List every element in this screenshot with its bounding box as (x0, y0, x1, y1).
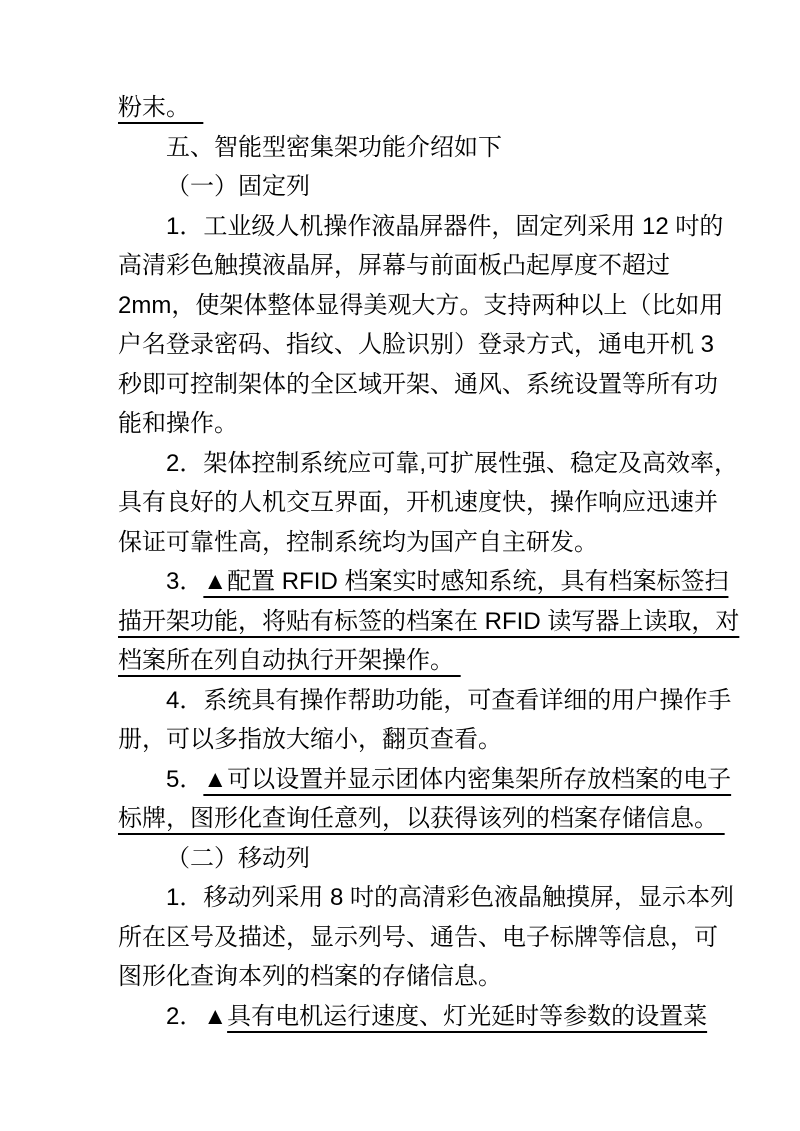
text-line (118, 562, 729, 602)
text-line (118, 365, 718, 405)
body-text: 2．架体控制系统应可靠,可扩展性强、稳定及高效率， (166, 449, 739, 477)
underlined-text: ▲配置 RFID 档案实时感知系统，具有档案标签扫 (203, 568, 729, 595)
body-text: 户名登录密码、指纹、人脸识别）登录方式，通电开机 3 (118, 331, 715, 358)
section-heading (118, 128, 690, 168)
underlined-text: ▲可以设置并显示团体内密集架所存放档案的电子 (203, 765, 732, 793)
text-line (118, 957, 690, 997)
body-text: 1．移动列采用 8 吋的高清彩色液晶触摸屏，显示本列 (166, 884, 735, 911)
heading-text: （二）移动列 (166, 844, 310, 872)
underlined-text: 粉末。 (118, 94, 204, 121)
body-text: 2mm，使架体整体显得美观大方。支持两种以上（比如用 (118, 291, 724, 319)
body-text: 册，可以多指放大缩小，翻页查看。 (118, 726, 502, 753)
underlined-text: 标牌，图形化查询任意列，以获得该列的档案存储信息。 (118, 805, 725, 832)
body-text: 高清彩色触摸液晶屏，屏幕与前面板凸起厚度不超过 (118, 252, 670, 279)
text-line (118, 286, 724, 326)
underlined-text: 档案所在列自动执行开架操作。 (118, 647, 461, 674)
text-line (118, 325, 715, 365)
text-line-paragraph-end (118, 88, 690, 128)
body-text: 秒即可控制架体的全区域开架、通风、系统设置等所有功 (118, 370, 718, 398)
text-line (118, 681, 732, 721)
document-text-flow (118, 88, 740, 1036)
body-text: 图形化查询本列的档案的存储信息。 (118, 963, 502, 990)
body-text: 具有良好的人机交互界面，开机速度快，操作响应迅速并 (118, 489, 718, 516)
body-text: 所在区号及描述，显示列号、通告、电子标牌等信息，可 (118, 923, 718, 951)
body-text: 能和操作。 (118, 410, 238, 437)
subsection-heading-fixed-column (118, 167, 690, 207)
text-line (118, 404, 690, 444)
list-number-with-triangle: 2．▲ (166, 1002, 228, 1030)
heading-text: （一）固定列 (166, 173, 310, 200)
text-line (118, 997, 708, 1037)
text-line (118, 720, 690, 760)
text-line (118, 444, 739, 484)
text-line (118, 483, 718, 523)
text-line (118, 207, 724, 247)
list-number: 3． (166, 568, 204, 595)
subsection-heading-mobile-column (118, 839, 690, 879)
text-line (118, 523, 690, 563)
body-text: 1．工业级人机操作液晶屏器件，固定列采用 12 吋的 (166, 212, 724, 240)
body-text: 保证可靠性高，控制系统均为国产自主研发。 (118, 528, 598, 556)
text-line (118, 641, 690, 681)
heading-text: 五、智能型密集架功能介绍如下 (166, 133, 502, 161)
text-line (118, 760, 732, 800)
text-line (118, 878, 735, 918)
text-line (118, 246, 690, 286)
text-line (118, 799, 725, 839)
text-line (118, 602, 740, 642)
text-line (118, 918, 718, 958)
underlined-text: 具有电机运行速度、灯光延时等参数的设置菜 (227, 1002, 708, 1030)
list-number: 5． (166, 765, 204, 793)
body-text: 4．系统具有操作帮助功能，可查看详细的用户操作手 (166, 686, 732, 714)
underlined-text: 描开架功能，将贴有标签的档案在 RFID 读写器上读取，对 (118, 607, 740, 635)
